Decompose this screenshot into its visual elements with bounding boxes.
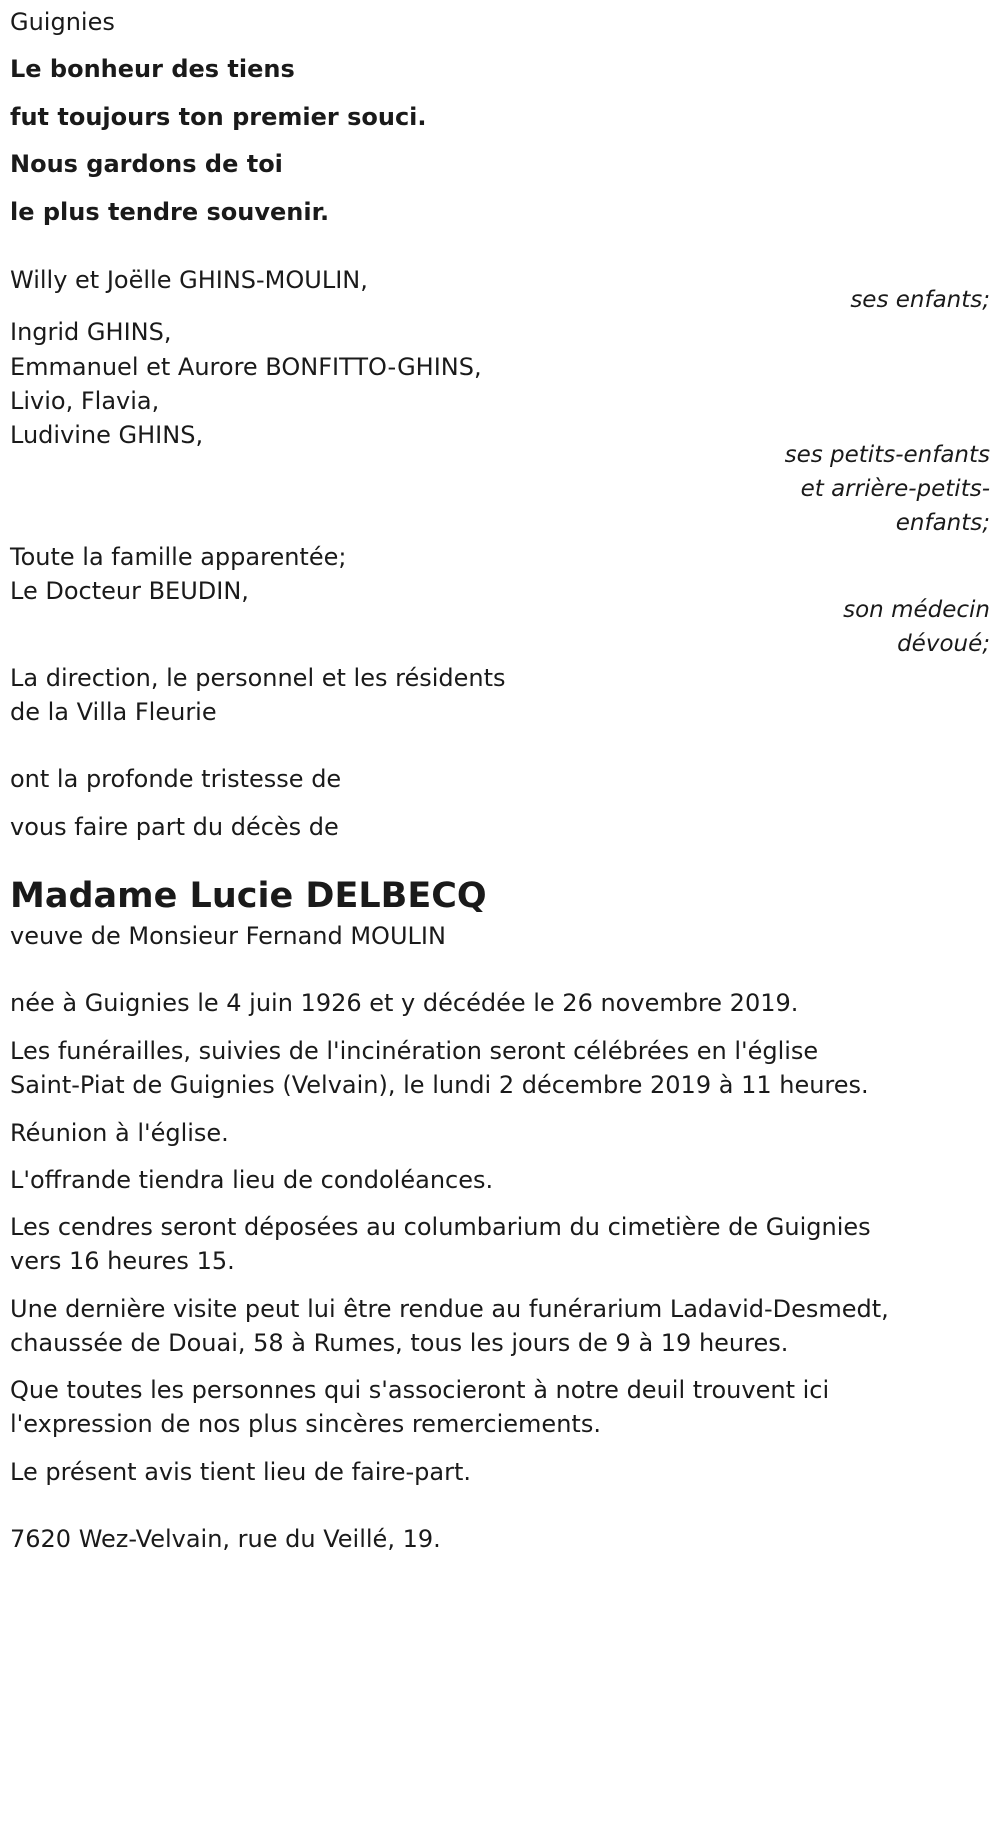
grandchild-name: Emmanuel et Aurore BONFITTO-GHINS, xyxy=(10,353,482,381)
notice-line: Le présent avis tient lieu de faire-part. xyxy=(10,1458,472,1486)
widow-of: veuve de Monsieur Fernand MOULIN xyxy=(10,922,446,950)
ashes-line: Les cendres seront déposées au columbarium du cimetière de Guignies xyxy=(10,1213,871,1241)
meeting-line: Réunion à l'église. xyxy=(10,1119,229,1147)
residence-line: de la Villa Fleurie xyxy=(10,698,217,726)
grandchild-name: Livio, Flavia, xyxy=(10,387,160,415)
children-names: Willy et Joëlle GHINS-MOULIN, xyxy=(10,266,368,294)
residence-line: La direction, le personnel et les résidents xyxy=(10,664,506,692)
grandchildren-relation: ses petits-enfants xyxy=(784,442,990,468)
visit-line: Une dernière visite peut lui être rendue au funérarium Ladavid-Desmedt, xyxy=(10,1295,889,1323)
doctor-relation: son médecin xyxy=(843,597,990,623)
poem-line: le plus tendre souvenir. xyxy=(10,198,330,226)
children-relation: ses enfants; xyxy=(850,287,990,313)
doctor-name: Le Docteur BEUDIN, xyxy=(10,577,249,605)
grandchild-name: Ingrid GHINS, xyxy=(10,318,172,346)
family-line: Toute la famille apparentée; xyxy=(10,543,347,571)
doctor-relation: dévoué; xyxy=(897,631,990,657)
announcement-line: ont la profonde tristesse de xyxy=(10,765,342,793)
announcement-line: vous faire part du décès de xyxy=(10,813,339,841)
poem-line: Nous gardons de toi xyxy=(10,150,283,178)
locality: Guignies xyxy=(10,8,115,36)
visit-line: chaussée de Douai, 58 à Rumes, tous les jours de 9 à 19 heures. xyxy=(10,1329,789,1357)
birth-death: née à Guignies le 4 juin 1926 et y décédée le 26 novembre 2019. xyxy=(10,989,799,1017)
grandchildren-relation: et arrière-petits- xyxy=(800,476,990,502)
thanks-line: l'expression de nos plus sincères remerciements. xyxy=(10,1410,601,1438)
ashes-line: vers 16 heures 15. xyxy=(10,1247,235,1275)
deceased-name: Madame Lucie DELBECQ xyxy=(10,876,487,916)
poem-line: fut toujours ton premier souci. xyxy=(10,103,427,131)
address: 7620 Wez-Velvain, rue du Veillé, 19. xyxy=(10,1525,441,1553)
offering-line: L'offrande tiendra lieu de condoléances. xyxy=(10,1166,494,1194)
funeral-line: Saint-Piat de Guignies (Velvain), le lundi 2 décembre 2019 à 11 heures. xyxy=(10,1071,869,1099)
grandchild-name: Ludivine GHINS, xyxy=(10,421,204,449)
grandchildren-relation: enfants; xyxy=(895,510,990,536)
funeral-line: Les funérailles, suivies de l'incinération seront célébrées en l'église xyxy=(10,1037,819,1065)
poem-line: Le bonheur des tiens xyxy=(10,55,295,83)
thanks-line: Que toutes les personnes qui s'associeront à notre deuil trouvent ici xyxy=(10,1376,830,1404)
